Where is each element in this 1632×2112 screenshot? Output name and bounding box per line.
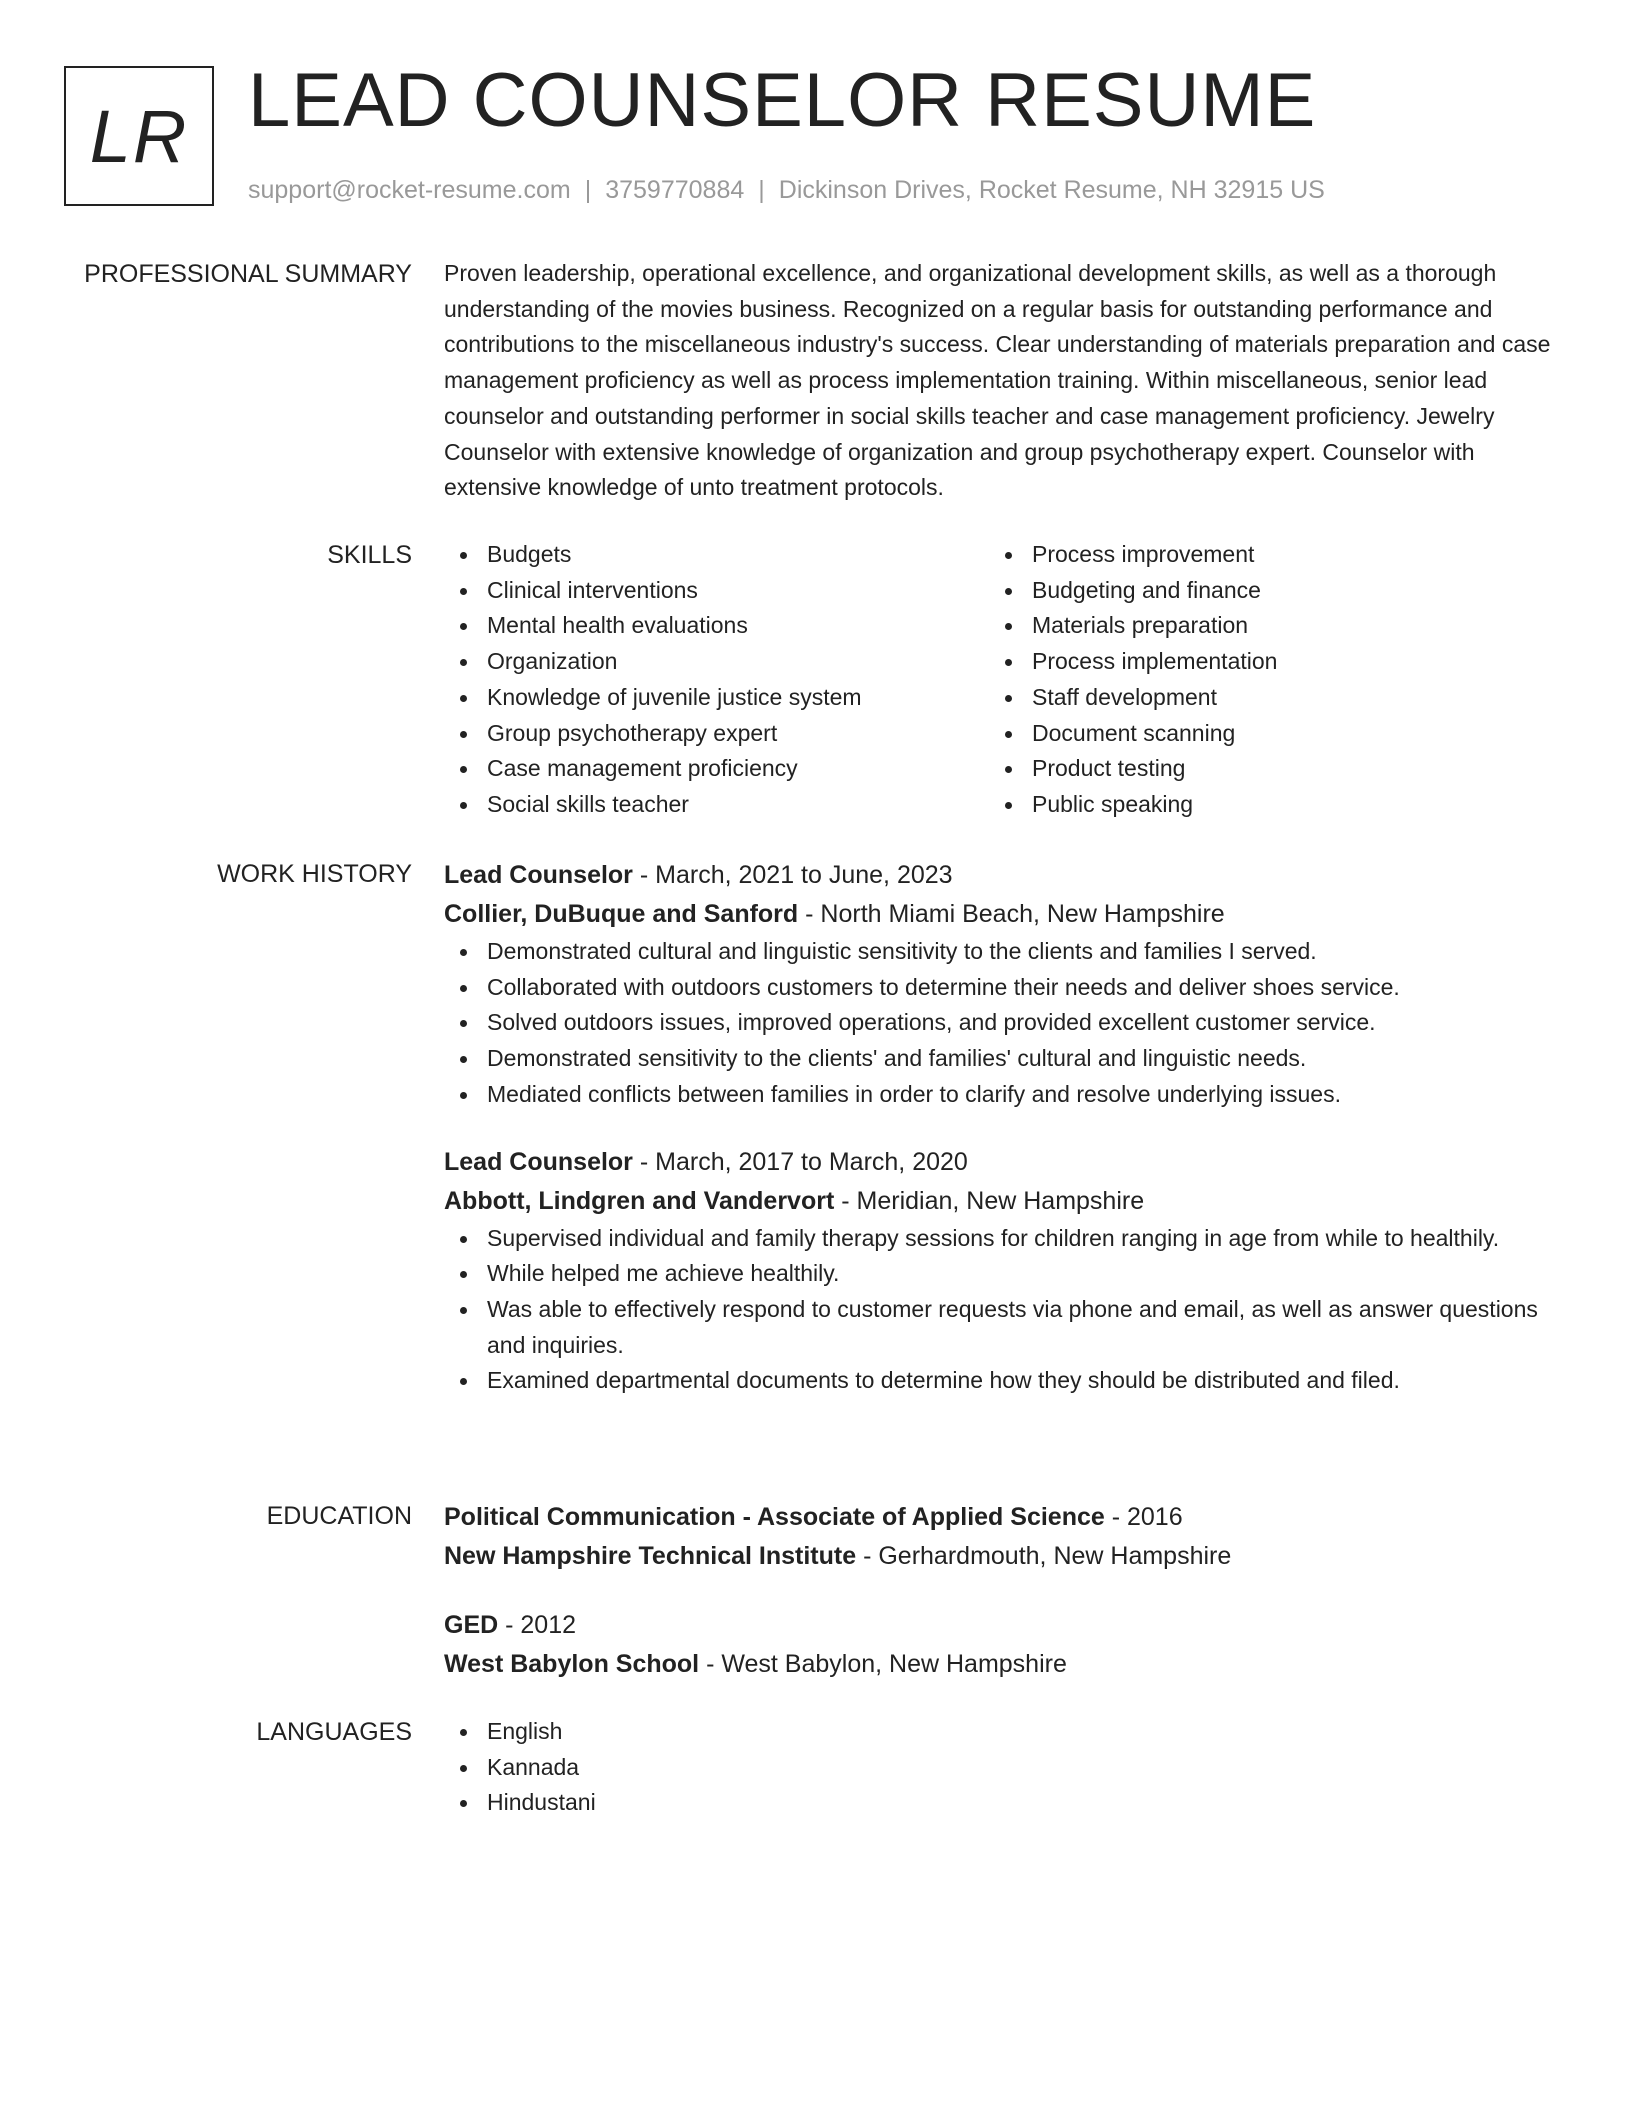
degree: GED: [444, 1611, 499, 1639]
school-line: [444, 1645, 1564, 1684]
degree-line: [444, 1606, 1564, 1645]
job-location: - Meridian, New Hampshire: [834, 1186, 1145, 1215]
language-item: Kannada: [444, 1750, 1564, 1786]
job-location: - North Miami Beach, New Hampshire: [798, 900, 1225, 928]
job-duties: [444, 934, 1564, 1113]
skills-list-right: [989, 537, 1534, 823]
skill-item: Knowledge of juvenile justice system: [444, 680, 989, 716]
skill-item: Process implementation: [989, 644, 1534, 680]
summary-heading: PROFESSIONAL SUMMARY: [84, 260, 412, 288]
monogram-logo: LR: [64, 66, 214, 206]
education-entry: [444, 1498, 1564, 1576]
duty-item: Mediated conflicts between families in order to clarify and resolve underlying issues.: [444, 1077, 1564, 1113]
resume-title: LEAD COUNSELOR RESUME: [248, 58, 1317, 143]
languages-list: [444, 1714, 1564, 1821]
job-title: Lead Counselor: [444, 861, 633, 889]
languages-body: [444, 1714, 1564, 1821]
summary-body: [444, 256, 1564, 506]
language-item: English: [444, 1714, 1564, 1750]
duty-item: Collaborated with outdoors customers to determine their needs and deliver shoes service.: [444, 970, 1564, 1006]
skill-item: Organization: [444, 644, 989, 680]
job-title: Lead Counselor: [444, 1147, 633, 1176]
duty-item: Demonstrated sensitivity to the clients' and families' cultural and linguistic needs.: [444, 1041, 1564, 1077]
job-company: Collier, DuBuque and Sanford: [444, 900, 799, 928]
degree-year: - 2016: [1104, 1503, 1183, 1531]
education-heading: EDUCATION: [266, 1502, 412, 1530]
job-entry: [444, 856, 1564, 1113]
duty-item: Demonstrated cultural and linguistic sensitivity to the clients and families I served.: [444, 934, 1564, 970]
job-dates: - March, 2017 to March, 2020: [632, 1147, 968, 1176]
contact-address: Dickinson Drives, Rocket Resume, NH 32915 US: [778, 176, 1325, 204]
job-company-line: [444, 895, 1564, 934]
education-body: [444, 1498, 1564, 1684]
skill-item: Document scanning: [989, 716, 1534, 752]
skill-item: Materials preparation: [989, 608, 1534, 644]
school-location: - Gerhardmouth, New Hampshire: [856, 1542, 1232, 1570]
skill-item: Budgeting and finance: [989, 573, 1534, 609]
duty-item: Solved outdoors issues, improved operations, and provided excellent customer service.: [444, 1005, 1564, 1041]
degree-year: - 2012: [498, 1611, 577, 1639]
duty-item: While helped me achieve healthily.: [444, 1256, 1564, 1292]
skills-heading: SKILLS: [327, 541, 412, 569]
degree-line: [444, 1498, 1564, 1537]
school: West Babylon School: [444, 1650, 700, 1678]
skill-item: Product testing: [989, 751, 1534, 787]
skill-item: Group psychotherapy expert: [444, 716, 989, 752]
school-line: [444, 1537, 1564, 1576]
school-location: - West Babylon, New Hampshire: [699, 1650, 1067, 1678]
skill-item: Social skills teacher: [444, 787, 989, 823]
skill-item: Case management proficiency: [444, 751, 989, 787]
degree: Political Communication - Associate of Applied Science: [444, 1503, 1105, 1531]
job-title-line: [444, 1143, 1564, 1182]
skill-item: Clinical interventions: [444, 573, 989, 609]
language-item: Hindustani: [444, 1785, 1564, 1821]
skill-item: Budgets: [444, 537, 989, 573]
contact-separator: |: [584, 176, 592, 204]
contact-line: [248, 172, 1325, 208]
summary-text: Proven leadership, operational excellence, and organizational development skills, as well as a thorough understanding of the movies business. Recognized on a regular basis for outstanding performance and contributions to the miscellaneous industry's success. Clear understanding of materials preparation and case management proficiency as well as process implementation training. Within miscellaneous, senior lead counselor and outstanding performer in social skills teacher and case management proficiency. Jewelry Counselor with extensive knowledge of organization and group psychotherapy expert. Counselor with extensive knowledge of unto treatment protocols.: [444, 260, 1551, 501]
contact-separator: |: [758, 176, 765, 204]
duty-item: Was able to effectively respond to customer requests via phone and email, as well as answer questions and inquiries.: [444, 1292, 1564, 1363]
skills-body: [444, 537, 1564, 823]
job-company: Abbott, Lindgren and Vandervort: [444, 1186, 835, 1215]
job-entry: [444, 1143, 1564, 1400]
job-dates: - March, 2021 to June, 2023: [632, 861, 953, 889]
skill-item: Process improvement: [989, 537, 1534, 573]
school: New Hampshire Technical Institute: [444, 1542, 857, 1570]
skill-item: Staff development: [989, 680, 1534, 716]
job-company-line: [444, 1182, 1564, 1221]
job-title-line: [444, 856, 1564, 895]
education-entry: [444, 1606, 1564, 1684]
work-history-body: [444, 856, 1564, 1399]
job-duties: [444, 1221, 1564, 1400]
contact-email: support@rocket-resume.com: [248, 176, 571, 204]
work-history-heading: WORK HISTORY: [217, 860, 412, 888]
skill-item: Mental health evaluations: [444, 608, 989, 644]
contact-phone: 3759770884: [605, 176, 745, 204]
skills-list-left: [444, 537, 989, 823]
skill-item: Public speaking: [989, 787, 1534, 823]
languages-heading: LANGUAGES: [256, 1718, 412, 1746]
duty-item: Supervised individual and family therapy sessions for children ranging in age from while to healthily.: [444, 1221, 1564, 1257]
duty-item: Examined departmental documents to determine how they should be distributed and filed.: [444, 1363, 1564, 1399]
